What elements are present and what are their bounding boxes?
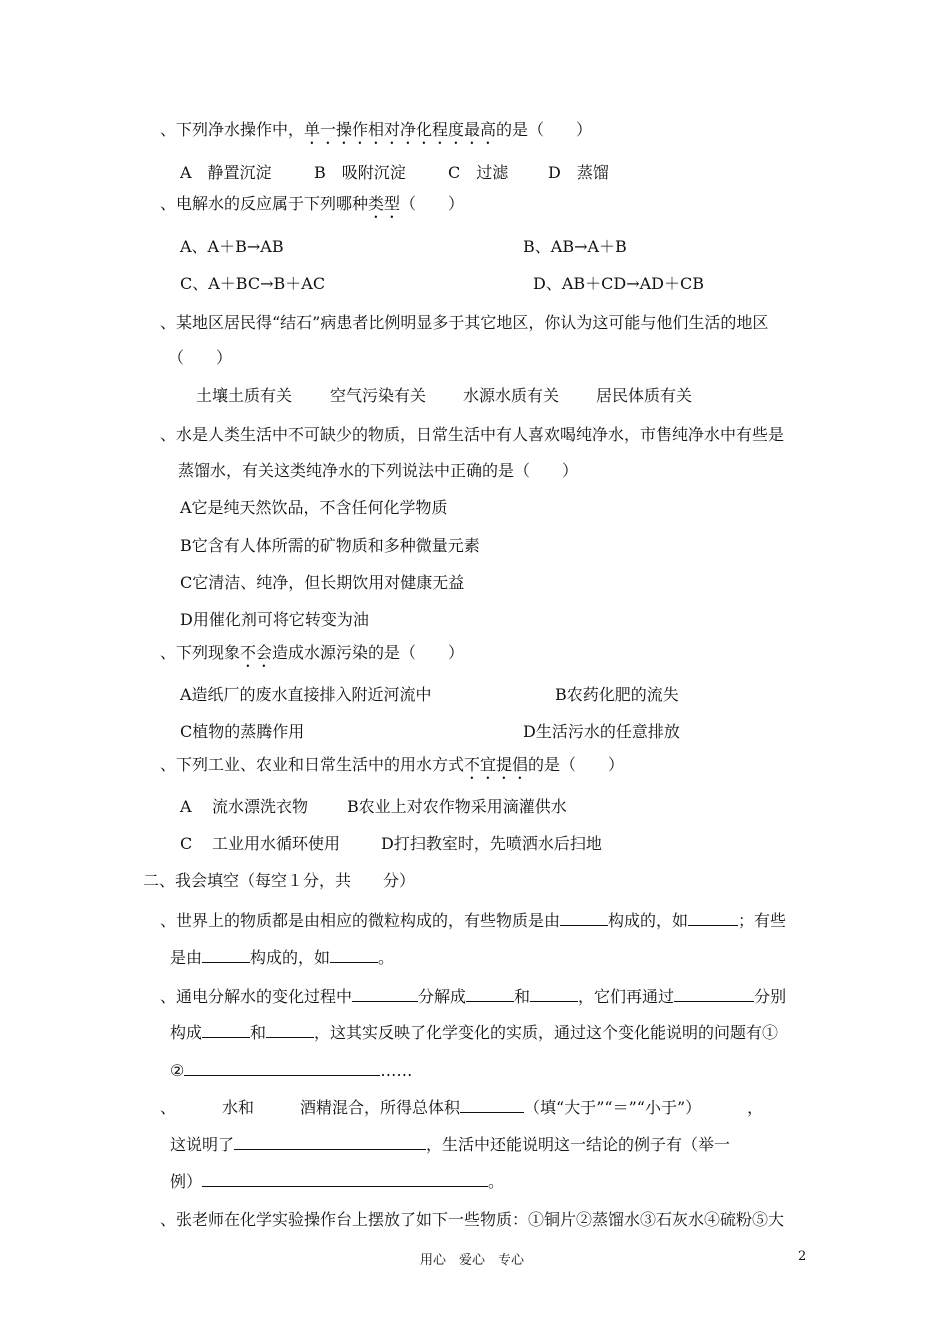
fill-2-line1: 、通电分解水的变化过程中 分解成 和 ，它们再通过 分别 [160, 987, 787, 1006]
answer-blank[interactable] [560, 910, 608, 926]
question-6-option-a: 流水漂洗衣物 [212, 797, 309, 816]
fill-2-line3: ② …… [170, 1061, 413, 1080]
question-4-option-c: C它清洁、纯净，但长期饮用对健康无益 [180, 573, 465, 592]
question-1-option-b: B 吸附沉淀 [314, 163, 406, 182]
question-4-option-a: A它是纯天然饮品，不含任何化学物质 [180, 498, 448, 517]
question-5-option-b: B农药化肥的流失 [555, 685, 679, 704]
question-3-stem: 、某地区居民得“结石”病患者比例明显多于其它地区，你认为这可能与他们生活的地区 [160, 313, 769, 332]
answer-blank[interactable] [352, 986, 418, 1002]
question-2-option-a: A、A＋B→AB [180, 237, 284, 256]
answer-blank[interactable] [460, 1097, 524, 1113]
question-5-option-d: D生活污水的任意排放 [523, 722, 680, 741]
answer-blank[interactable] [202, 947, 250, 963]
question-3-option-1: 土壤土质有关 [196, 386, 293, 405]
question-6-stem: 、下列工业、农业和日常生活中的用水方式不宜提倡的是（ ） [160, 755, 625, 774]
question-5-option-a: A造纸厂的废水直接排入附近河流中 [180, 685, 432, 704]
section-2-heading: 二、我会填空（每空１分，共 分） [143, 871, 416, 890]
question-6-option-b: B农业上对农作物采用滴灌供水 [347, 797, 567, 816]
question-2-option-b: B、AB→A＋B [523, 237, 627, 256]
question-4-option-b: B它含有人体所需的矿物质和多种微量元素 [180, 536, 480, 555]
answer-blank[interactable] [674, 986, 754, 1002]
answer-blank[interactable] [266, 1022, 314, 1038]
answer-blank[interactable] [466, 986, 514, 1002]
fill-1-line1: 、世界上的物质都是由相应的微粒构成的，有些物质是由 构成的，如 ；有些 [160, 911, 787, 930]
answer-blank[interactable] [184, 1060, 380, 1076]
fill-3-line3: 例） 。 [170, 1172, 505, 1191]
answer-blank[interactable] [202, 1171, 488, 1187]
question-4-option-d: D用催化剂可将它转变为油 [180, 610, 369, 629]
question-3-answer-paren: （ ） [168, 348, 233, 367]
question-1-option-a: A 静置沉淀 [180, 163, 272, 182]
question-6-option-c-letter: C [180, 834, 193, 853]
question-5-stem: 、下列现象不会造成水源污染的是（ ） [160, 643, 465, 662]
question-2-option-c: C、A＋BC→B＋AC [180, 274, 326, 293]
page-number: 2 [798, 1249, 807, 1264]
question-3-option-2: 空气污染有关 [330, 386, 427, 405]
answer-blank[interactable] [234, 1134, 426, 1150]
fill-3-line2: 这说明了 ，生活中还能说明这一结论的例子有（举一 [170, 1135, 731, 1154]
fill-2-line2: 构成 和 ，这其实反映了化学变化的实质，通过这个变化能说明的问题有① [170, 1023, 779, 1042]
question-3-option-3: 水源水质有关 [463, 386, 560, 405]
question-1-stem: 、下列净水操作中，单一操作相对净化程度最高的是（ ） [160, 120, 593, 139]
footer-motto: 用心 爱心 专心 [420, 1253, 525, 1268]
answer-blank[interactable] [330, 947, 378, 963]
answer-blank[interactable] [202, 1022, 250, 1038]
question-1-option-d: D 蒸馏 [548, 163, 609, 182]
question-6-option-a-letter: A [180, 797, 192, 816]
fill-1-line2: 是由 构成的，如 。 [170, 948, 395, 967]
question-1-option-c: C 过滤 [448, 163, 509, 182]
answer-blank[interactable] [530, 986, 578, 1002]
fill-4-line1: 、张老师在化学实验操作台上摆放了如下一些物质：①铜片②蒸馏水③石灰水④硫粉⑤大 [160, 1210, 785, 1229]
question-6-option-c: 工业用水循环使用 [212, 834, 341, 853]
question-2-stem: 、电解水的反应属于下列哪种类型（ ） [160, 194, 465, 213]
question-2-option-d: D、AB＋CD→AD＋CB [533, 274, 705, 293]
question-4-stem-line2: 蒸馏水，有关这类纯净水的下列说法中正确的是（ ） [178, 461, 579, 480]
question-5-option-c: C植物的蒸腾作用 [180, 722, 305, 741]
answer-blank[interactable] [688, 910, 738, 926]
fill-3-line1: 、 水和 酒精混合，所得总体积 （填“大于”“＝”“小于”） ， [160, 1098, 764, 1117]
question-3-option-4: 居民体质有关 [596, 386, 693, 405]
question-6-option-d: D打扫教室时，先喷洒水后扫地 [381, 834, 602, 853]
question-4-stem-line1: 、水是人类生活中不可缺少的物质，日常生活中有人喜欢喝纯净水，市售纯净水中有些是 [160, 425, 785, 444]
